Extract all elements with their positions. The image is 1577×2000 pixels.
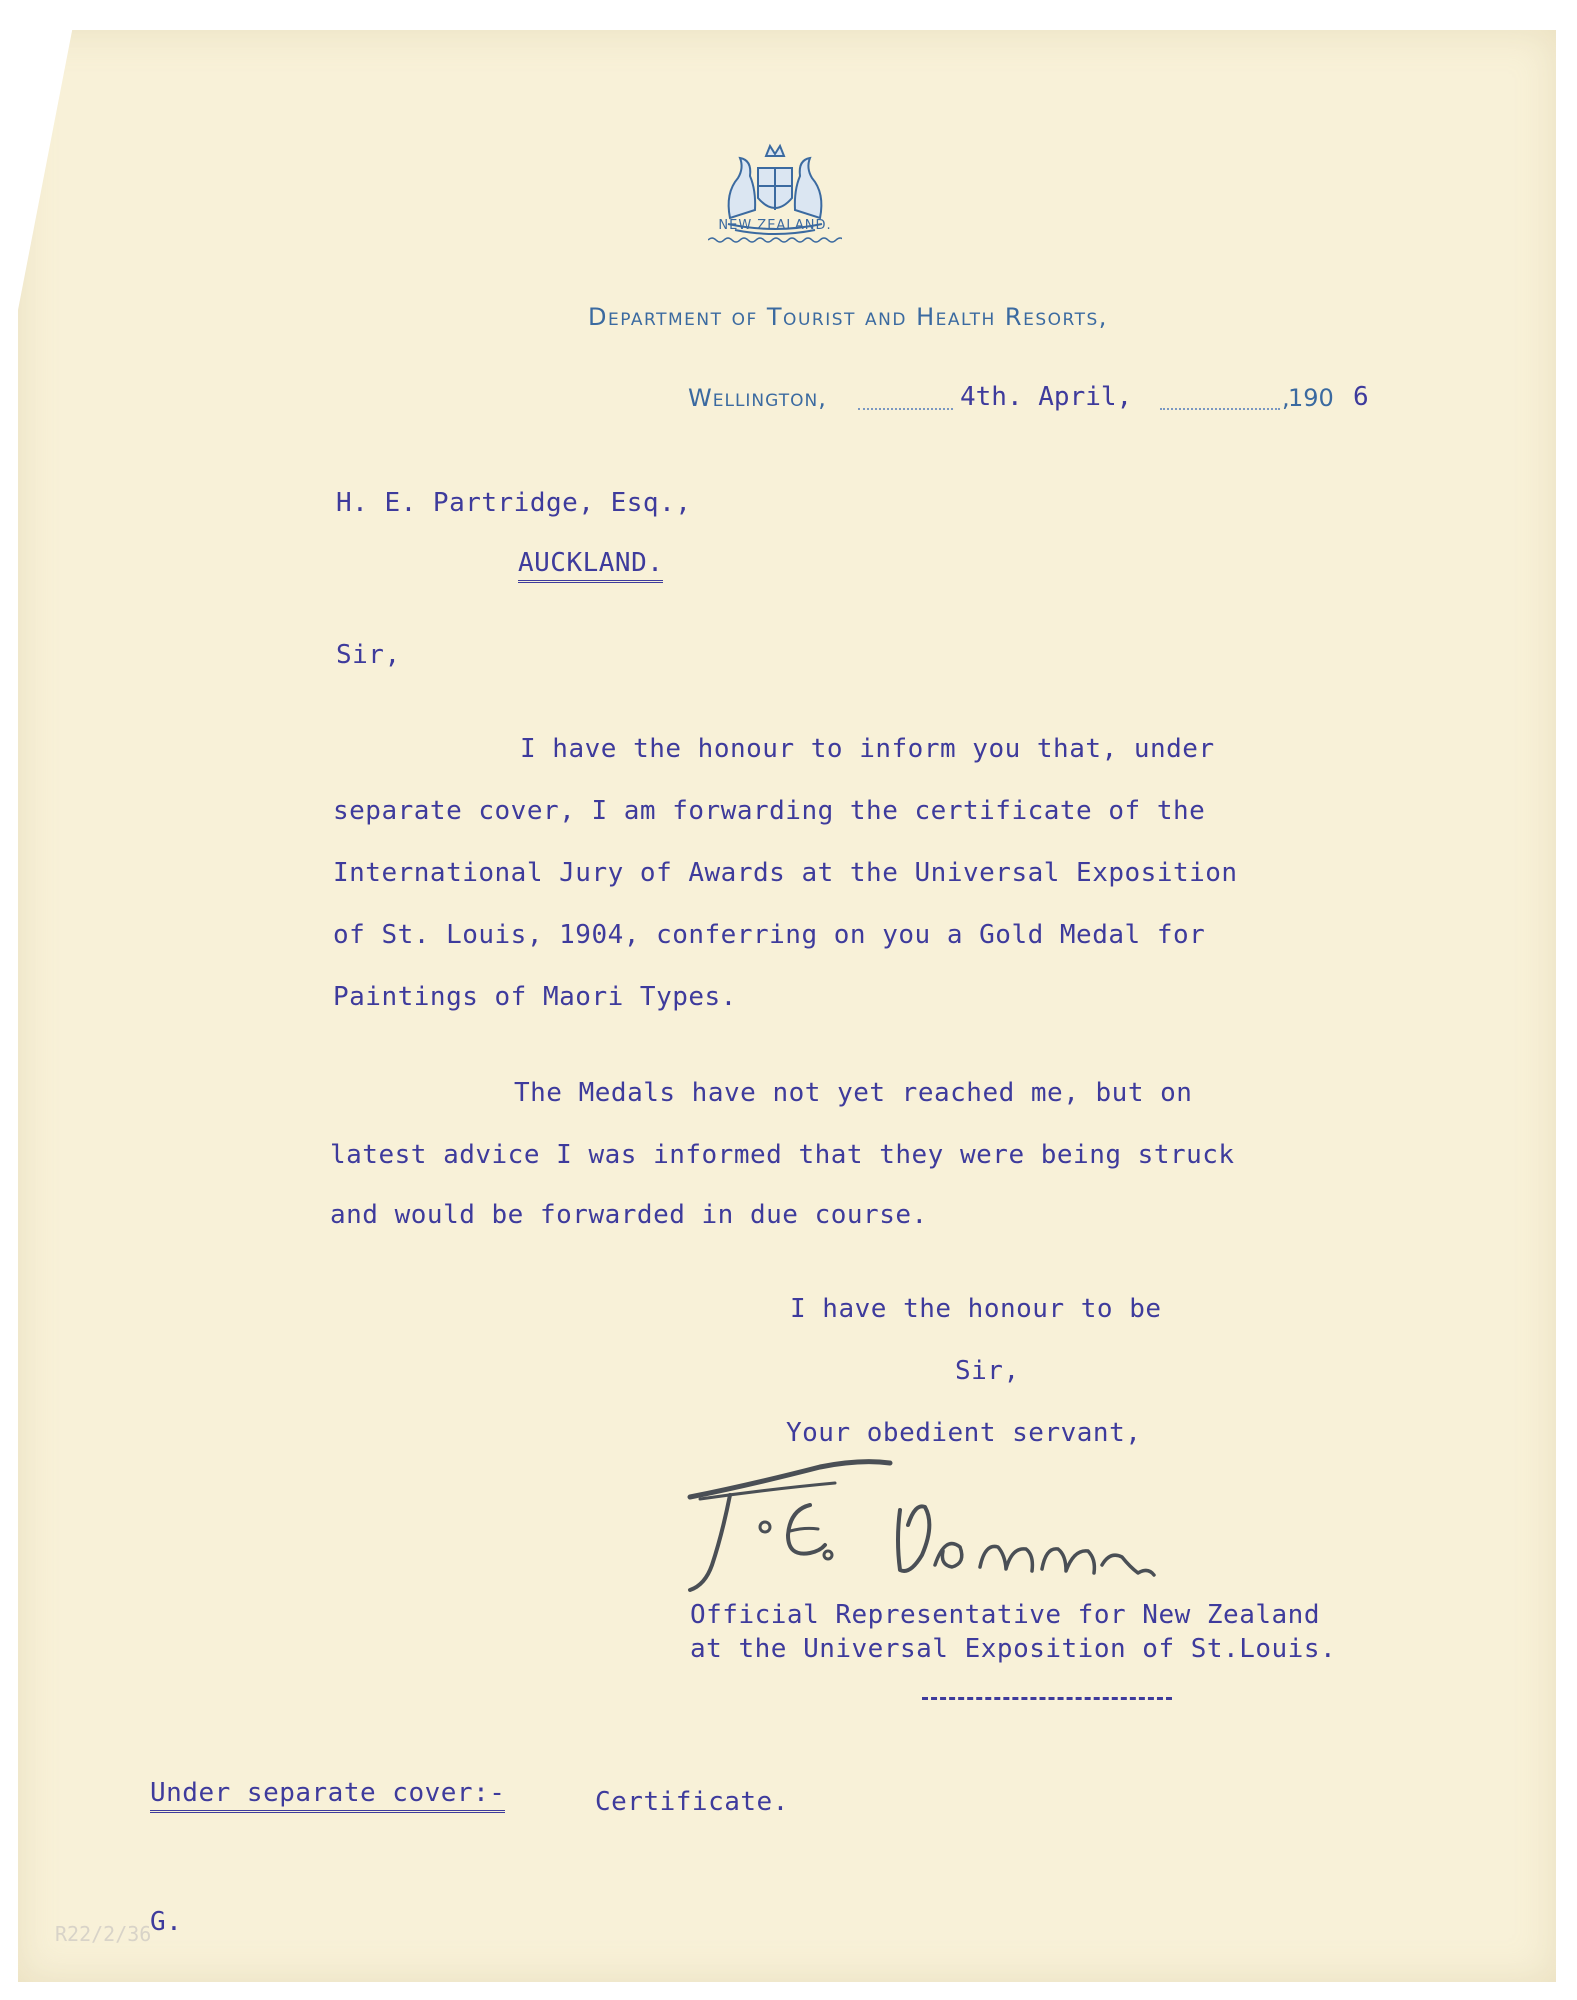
body-line: separate cover, I am forwarding the certificate of the [333,796,1206,826]
signatory-title: at the Universal Exposition of St.Louis. [690,1634,1337,1664]
dashed-rule [922,1697,1172,1700]
date-day-month: 4th. April, [960,382,1133,412]
archive-reference: R22/2/36 [55,1922,152,1946]
dotted-leader [1160,408,1280,410]
body-line: latest advice I was informed that they were being struck [330,1140,1235,1170]
date-year-prefix: 190 [1288,384,1334,412]
closing-servant: Your obedient servant, [786,1418,1142,1448]
addressee-city: AUCKLAND. [518,548,663,583]
body-line: The Medals have not yet reached me, but on [514,1078,1193,1108]
salutation: Sir, [336,640,401,670]
signatory-title: Official Representative for New Zealand [690,1600,1320,1630]
body-line: Paintings of Maori Types. [333,982,737,1012]
wavy-rule [708,236,842,244]
addressee-name: H. E. Partridge, Esq., [336,488,692,518]
closing-sir: Sir, [955,1356,1020,1386]
handwritten-signature [660,1455,1300,1600]
dateline [688,384,1388,420]
date-comma: , [1282,384,1290,412]
body-line: and would be forwarded in due course. [330,1200,928,1230]
body-line: I have the honour to inform you that, under [520,734,1215,764]
body-line: International Jury of Awards at the Universal Exposition [333,858,1238,888]
dotted-leader [858,408,953,410]
date-year-digit: 6 [1353,382,1369,412]
enclosure-item: Certificate. [595,1787,789,1817]
date-place: Wellington, [688,384,827,412]
body-line: of St. Louis, 1904, conferring on you a Gold Medal for [333,920,1206,950]
closing-line: I have the honour to be [790,1294,1162,1324]
typist-initial: G. [150,1907,183,1937]
crest-caption: NEW ZEALAND. [718,218,832,233]
department-heading: Department of Tourist and Health Resorts, [588,303,1108,331]
enclosure-label: Under separate cover:- [150,1778,505,1813]
